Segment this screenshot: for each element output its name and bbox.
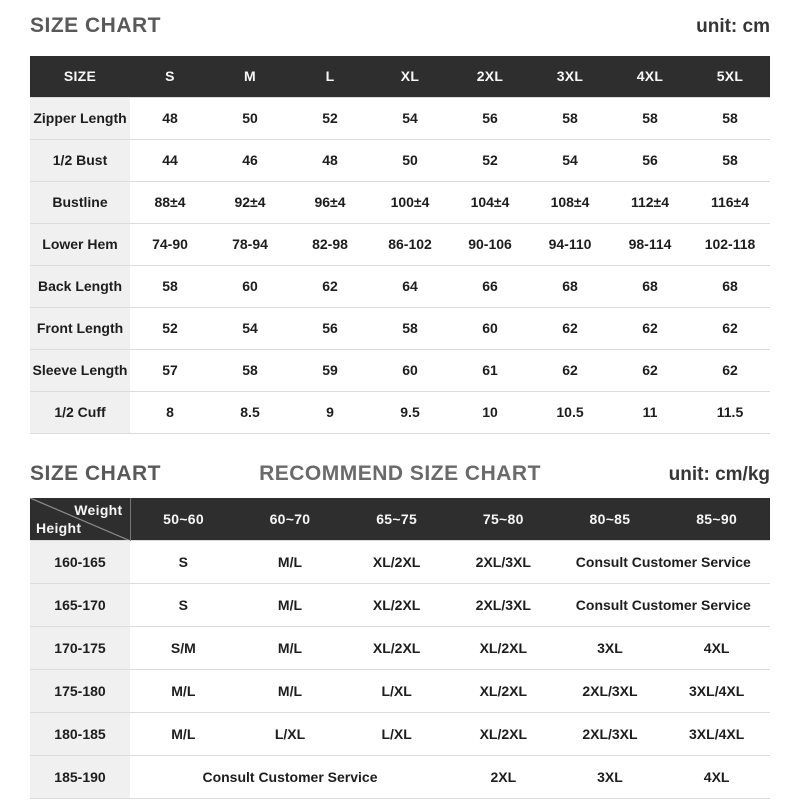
table-cell: 100±4	[370, 181, 450, 223]
column-header-4xl: 4XL	[610, 56, 690, 97]
table-cell: XL/2XL	[343, 584, 450, 627]
table-cell: Consult Customer Service	[557, 584, 770, 627]
column-header-65-75: 65~75	[343, 498, 450, 541]
table-cell: 10.5	[530, 391, 610, 433]
column-header-80-85: 80~85	[557, 498, 664, 541]
table-row	[30, 391, 770, 433]
table-row	[30, 756, 770, 799]
table-cell: 58	[370, 307, 450, 349]
table-cell: Consult Customer Service	[557, 541, 770, 584]
size-table-body	[30, 97, 770, 433]
table-cell: 54	[370, 97, 450, 139]
table-cell: 58	[690, 97, 770, 139]
table-cell: 82-98	[290, 223, 370, 265]
row-label: Front Length	[30, 307, 130, 349]
table-cell: S/M	[130, 627, 237, 670]
table-cell: 60	[370, 349, 450, 391]
row-label: Bustline	[30, 181, 130, 223]
table-cell: S	[130, 541, 237, 584]
section1-unit-label: unit: cm	[696, 16, 770, 37]
row-label: 180-185	[30, 713, 130, 756]
table-cell: 98-114	[610, 223, 690, 265]
table-cell: 112±4	[610, 181, 690, 223]
column-header-l: L	[290, 56, 370, 97]
column-header-50-60: 50~60	[130, 498, 237, 541]
table-cell: 102-118	[690, 223, 770, 265]
column-header-size: SIZE	[30, 56, 130, 97]
table-cell: 44	[130, 139, 210, 181]
table-cell: 62	[530, 349, 610, 391]
recommend-table-header-row	[30, 498, 770, 541]
table-cell: 56	[290, 307, 370, 349]
row-label: Lower Hem	[30, 223, 130, 265]
table-cell: M/L	[237, 627, 344, 670]
table-cell: S	[130, 584, 237, 627]
table-cell: 8	[130, 391, 210, 433]
table-row	[30, 307, 770, 349]
table-row	[30, 349, 770, 391]
table-cell: 2XL/3XL	[450, 541, 557, 584]
column-header-60-70: 60~70	[237, 498, 344, 541]
section2-unit-label: unit: cm/kg	[668, 463, 770, 485]
column-header-85-90: 85~90	[663, 498, 770, 541]
table-cell: M/L	[237, 670, 344, 713]
table-cell: 52	[130, 307, 210, 349]
table-cell: M/L	[130, 670, 237, 713]
table-cell: 68	[610, 265, 690, 307]
table-cell: 62	[690, 349, 770, 391]
table-row	[30, 627, 770, 670]
column-header-75-80: 75~80	[450, 498, 557, 541]
table-cell: 108±4	[530, 181, 610, 223]
table-cell: 9.5	[370, 391, 450, 433]
table-row	[30, 139, 770, 181]
table-cell: 58	[690, 139, 770, 181]
table-cell: M/L	[237, 584, 344, 627]
row-label: 1/2 Cuff	[30, 391, 130, 433]
table-cell: 96±4	[290, 181, 370, 223]
table-cell: 8.5	[210, 391, 290, 433]
table-cell: 62	[690, 307, 770, 349]
table-cell: 52	[450, 139, 530, 181]
table-cell: 2XL/3XL	[450, 584, 557, 627]
table-cell: 58	[210, 349, 290, 391]
table-row	[30, 584, 770, 627]
recommend-table	[30, 498, 770, 800]
table-cell: 48	[130, 97, 210, 139]
section2-center-title: RECOMMEND SIZE CHART	[259, 461, 541, 485]
table-cell: XL/2XL	[450, 670, 557, 713]
column-header-xl: XL	[370, 56, 450, 97]
corner-height-label: Height	[36, 520, 82, 536]
table-cell: 58	[130, 265, 210, 307]
table-cell: 58	[530, 97, 610, 139]
table-cell: XL/2XL	[450, 713, 557, 756]
table-cell: 48	[290, 139, 370, 181]
table-cell: 3XL	[557, 627, 664, 670]
section1-title: SIZE CHART	[30, 14, 161, 37]
table-cell: 11.5	[690, 391, 770, 433]
table-cell: XL/2XL	[343, 541, 450, 584]
table-cell: 46	[210, 139, 290, 181]
size-table-header-row	[30, 56, 770, 97]
row-label: 165-170	[30, 584, 130, 627]
table-cell: 60	[450, 307, 530, 349]
table-row	[30, 223, 770, 265]
section1-titlebar	[30, 14, 770, 40]
table-cell: L/XL	[237, 713, 344, 756]
table-cell: 68	[690, 265, 770, 307]
row-label: Sleeve Length	[30, 349, 130, 391]
table-row	[30, 541, 770, 584]
table-cell: 74-90	[130, 223, 210, 265]
table-cell: 62	[530, 307, 610, 349]
table-cell: 88±4	[130, 181, 210, 223]
table-cell: 3XL/4XL	[663, 670, 770, 713]
table-cell: L/XL	[343, 713, 450, 756]
column-header-3xl: 3XL	[530, 56, 610, 97]
table-cell: 86-102	[370, 223, 450, 265]
row-label: 185-190	[30, 756, 130, 799]
table-cell: 116±4	[690, 181, 770, 223]
table-cell: L/XL	[343, 670, 450, 713]
table-cell: 104±4	[450, 181, 530, 223]
table-cell: XL/2XL	[343, 627, 450, 670]
section2-titlebar	[30, 462, 770, 488]
size-chart-section	[30, 14, 770, 434]
table-cell: 4XL	[663, 756, 770, 799]
table-cell: 57	[130, 349, 210, 391]
weight-height-corner-cell	[30, 498, 130, 541]
table-cell: 54	[530, 139, 610, 181]
column-header-5xl: 5XL	[690, 56, 770, 97]
table-cell: 90-106	[450, 223, 530, 265]
table-cell: 9	[290, 391, 370, 433]
table-cell: 59	[290, 349, 370, 391]
table-cell: 56	[450, 97, 530, 139]
column-header-2xl: 2XL	[450, 56, 530, 97]
table-cell: 62	[610, 307, 690, 349]
table-cell: 3XL/4XL	[663, 713, 770, 756]
table-cell: 52	[290, 97, 370, 139]
table-cell: 66	[450, 265, 530, 307]
table-row	[30, 265, 770, 307]
recommend-table-body	[30, 541, 770, 799]
table-cell: 11	[610, 391, 690, 433]
table-cell: 58	[610, 97, 690, 139]
table-cell: 64	[370, 265, 450, 307]
table-cell: 54	[210, 307, 290, 349]
table-cell: 3XL	[557, 756, 664, 799]
table-row	[30, 670, 770, 713]
table-cell: 2XL	[450, 756, 557, 799]
table-cell: 2XL/3XL	[557, 713, 664, 756]
table-cell: 92±4	[210, 181, 290, 223]
table-cell: M/L	[237, 541, 344, 584]
corner-weight-label: Weight	[74, 501, 123, 518]
table-cell: 62	[610, 349, 690, 391]
table-row	[30, 181, 770, 223]
table-cell: 94-110	[530, 223, 610, 265]
table-cell: M/L	[130, 713, 237, 756]
row-label: 160-165	[30, 541, 130, 584]
size-table	[30, 56, 770, 434]
table-row	[30, 713, 770, 756]
table-cell: 2XL/3XL	[557, 670, 664, 713]
row-label: 175-180	[30, 670, 130, 713]
table-cell: 50	[210, 97, 290, 139]
table-cell: Consult Customer Service	[130, 756, 450, 799]
table-cell: 56	[610, 139, 690, 181]
table-cell: 68	[530, 265, 610, 307]
table-cell: 50	[370, 139, 450, 181]
table-cell: 78-94	[210, 223, 290, 265]
column-header-s: S	[130, 56, 210, 97]
table-row	[30, 97, 770, 139]
row-label: Zipper Length	[30, 97, 130, 139]
table-cell: 4XL	[663, 627, 770, 670]
table-cell: 61	[450, 349, 530, 391]
table-cell: XL/2XL	[450, 627, 557, 670]
table-cell: 62	[290, 265, 370, 307]
column-header-m: M	[210, 56, 290, 97]
table-cell: 10	[450, 391, 530, 433]
section2-title: SIZE CHART	[30, 461, 161, 485]
table-cell: 60	[210, 265, 290, 307]
row-label: 170-175	[30, 627, 130, 670]
recommend-chart-section	[30, 462, 770, 800]
row-label: 1/2 Bust	[30, 139, 130, 181]
row-label: Back Length	[30, 265, 130, 307]
